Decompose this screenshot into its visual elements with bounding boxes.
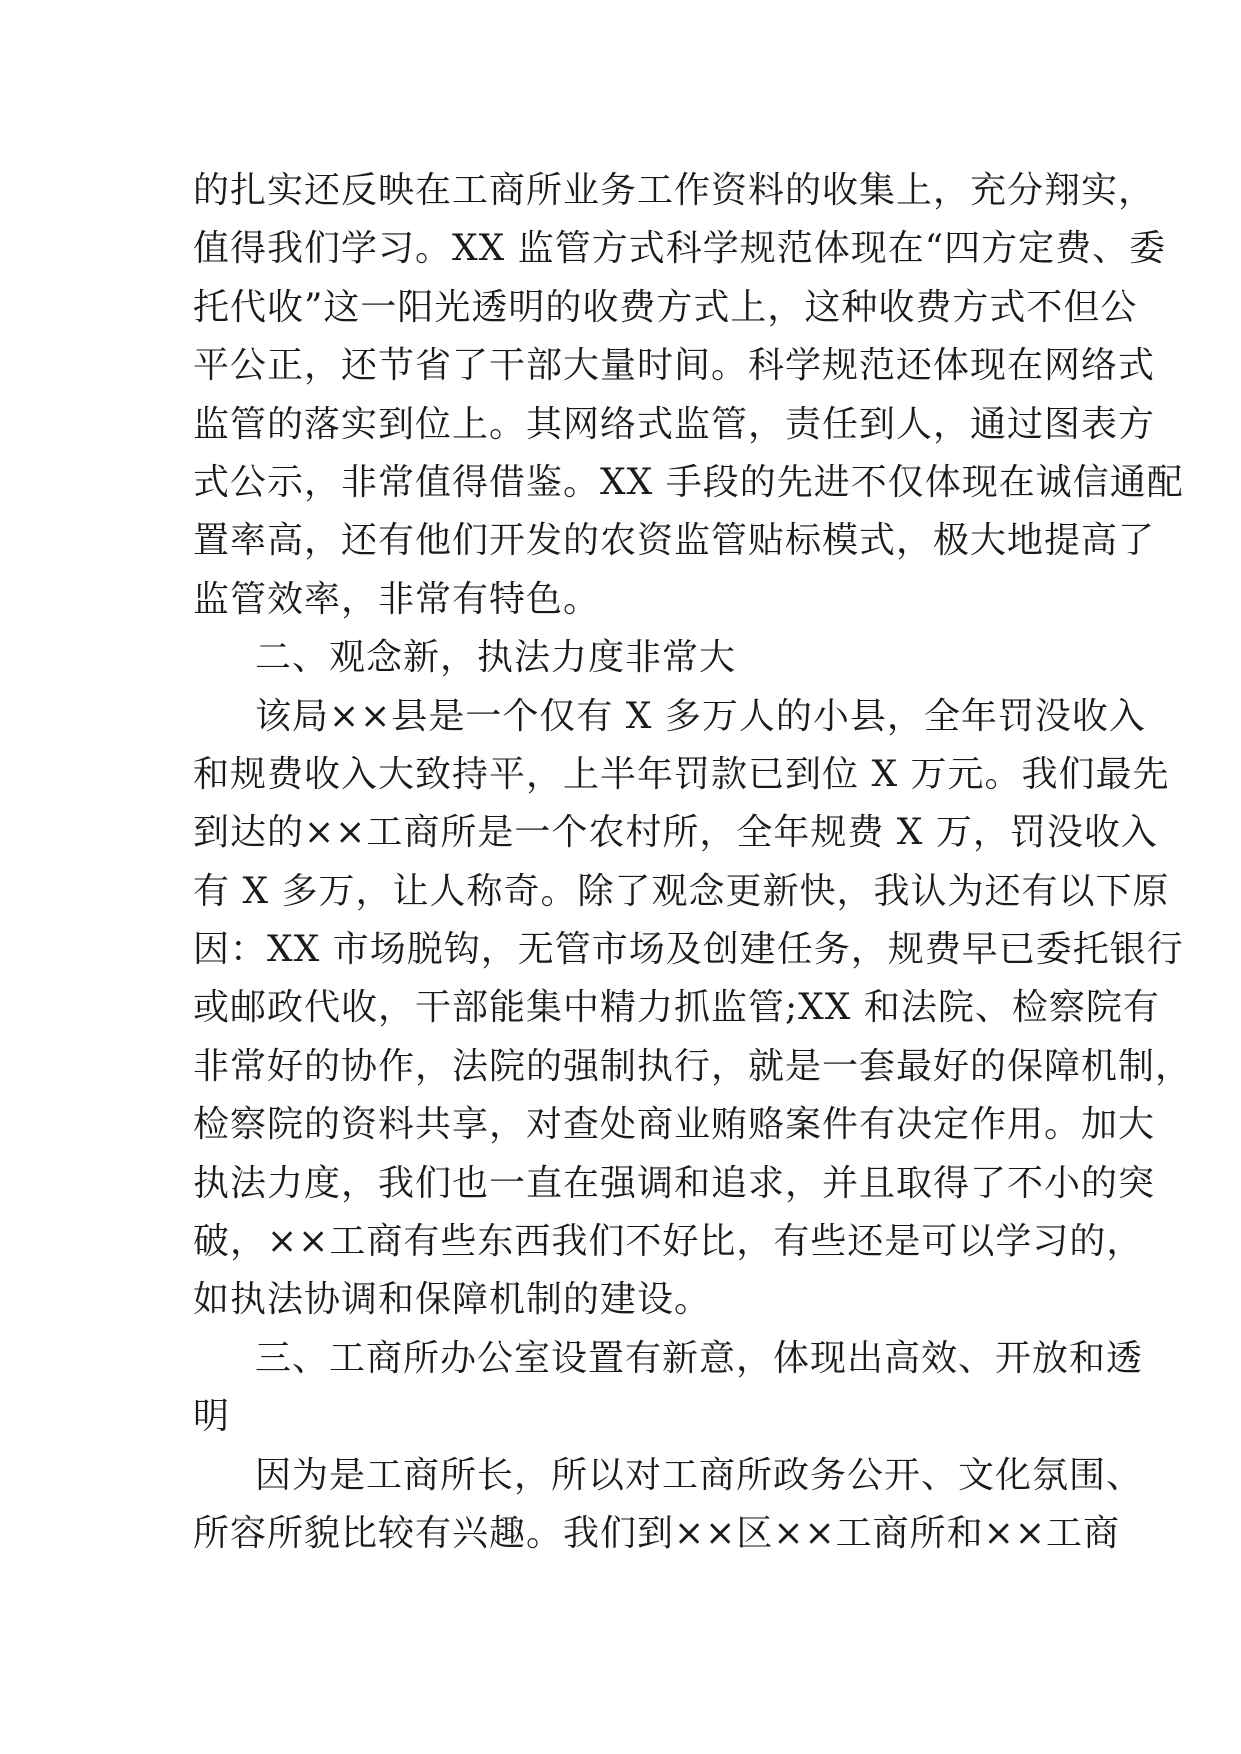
text-line: 检察院的资料共享，对查处商业贿赂案件有决定作用。加大 — [193, 1104, 1156, 1146]
text-line: 所容所貌比较有兴趣。我们到××区××工商所和××工商 — [193, 1512, 1120, 1554]
text-line: 有 X 多万，让人称奇。除了观念更新快，我认为还有以下原 — [193, 870, 1170, 912]
section-heading-continuation: 明 — [193, 1396, 231, 1438]
text-line: 平公正，还节省了干部大量时间。科学规范还体现在网络式 — [193, 345, 1156, 387]
text-line: 破，××工商有些东西我们不好比，有些还是可以学习的， — [193, 1221, 1144, 1263]
text-line: 监管效率，非常有特色。 — [193, 578, 601, 620]
text-line: 非常好的协作，法院的强制执行，就是一套最好的保障机制， — [193, 1045, 1193, 1087]
text-line: 的扎实还反映在工商所业务工作资料的收集上，充分翔实， — [193, 170, 1156, 211]
text-line: 或邮政代收，干部能集中精力抓监管;XX 和法院、检察院有 — [193, 987, 1160, 1029]
text-line: 和规费收入大致持平，上半年罚款已到位 X 万元。我们最先 — [193, 753, 1170, 795]
text-line: 监管的落实到位上。其网络式监管，责任到人，通过图表方 — [193, 403, 1156, 445]
text-line: 如执法协调和保障机制的建设。 — [193, 1279, 712, 1321]
section-heading: 三、工商所办公室设置有新意，体现出高效、开放和透 — [255, 1337, 1144, 1379]
text-line: 该局××县是一个仅有 X 多万人的小县，全年罚没收入 — [255, 695, 1146, 737]
document-body — [193, 162, 1193, 1563]
text-line: 置率高，还有他们开发的农资监管贴标模式，极大地提高了 — [193, 520, 1156, 562]
text-line: 因：XX 市场脱钩，无管市场及创建任务，规费早已委托银行 — [193, 929, 1184, 971]
section-heading: 二、观念新，执法力度非常大 — [255, 637, 737, 679]
text-line: 因为是工商所长，所以对工商所政务公开、文化氛围、 — [255, 1454, 1144, 1496]
text-line: 式公示，非常值得借鉴。XX 手段的先进不仅体现在诚信通配 — [193, 461, 1184, 503]
text-line: 执法力度，我们也一直在强调和追求，并且取得了不小的突 — [193, 1162, 1156, 1204]
text-line: 值得我们学习。XX 监管方式科学规范体现在“四方定费、委 — [193, 228, 1167, 270]
text-line: 到达的××工商所是一个农村所，全年规费 X 万，罚没收入 — [193, 812, 1158, 854]
text-line: 托代收”这一阳光透明的收费方式上，这种收费方式不但公 — [193, 286, 1138, 328]
